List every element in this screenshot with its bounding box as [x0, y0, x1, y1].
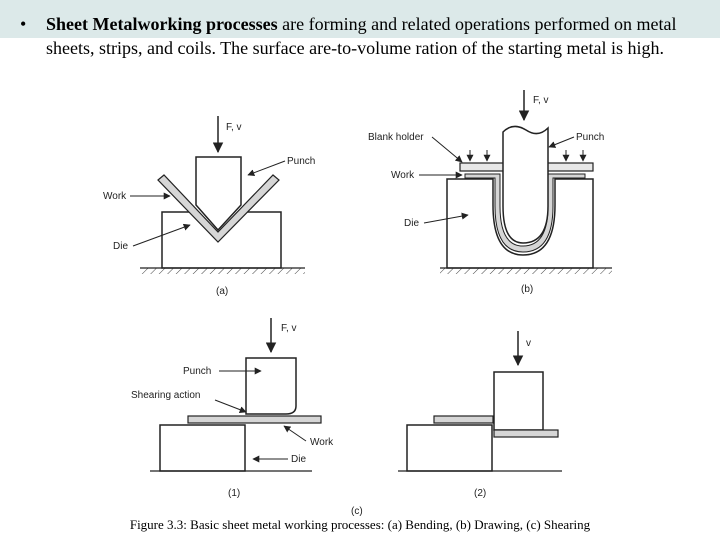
drawing-diagram [368, 90, 612, 295]
work-sheet [188, 416, 321, 423]
work-sheet-left [434, 416, 493, 423]
force-label: F, v [281, 323, 297, 334]
caption-c2: (2) [474, 488, 487, 499]
ground [140, 268, 305, 274]
blank-holder-label: Blank holder [368, 132, 424, 143]
die-label: Die [404, 218, 420, 229]
work-label: Work [310, 437, 334, 448]
die-label: Die [113, 241, 129, 252]
work-label: Work [103, 191, 127, 202]
punch-label: Punch [287, 156, 316, 167]
caption-c1: (1) [228, 488, 241, 499]
bending-diagram [103, 116, 315, 297]
force-label: F, v [533, 95, 549, 106]
shearing-label: Shearing action [131, 390, 201, 401]
paragraph-rest: are forming and related operations performed on metal sheets, strips, and coils. The surface are-to-volume ration of the starting metal is high. [46, 14, 677, 58]
bold-term: Sheet Metalworking processes [46, 14, 278, 34]
ground [440, 268, 612, 274]
bullet-marker: • [20, 14, 27, 34]
die-label: Die [291, 454, 307, 465]
die [160, 425, 245, 471]
shearing-diagram-2 [398, 331, 562, 499]
punch [494, 372, 543, 430]
punch [503, 126, 548, 243]
punch-label: Punch [576, 132, 605, 143]
punch-label: Punch [183, 366, 212, 377]
work-label: Work [391, 170, 415, 181]
caption-c: (c) [351, 506, 363, 517]
caption-a: (a) [216, 286, 229, 297]
shearing-diagram-1 [131, 318, 334, 499]
caption-b: (b) [521, 284, 534, 295]
force-label: F, v [226, 122, 242, 133]
work-sheet-right [494, 430, 558, 437]
figure-caption: Figure 3.3: Basic sheet metal working processes: (a) Bending, (b) Drawing, (c) Shearing [129, 517, 591, 532]
punch [246, 358, 296, 414]
die [407, 425, 492, 471]
force-label: v [526, 338, 531, 349]
